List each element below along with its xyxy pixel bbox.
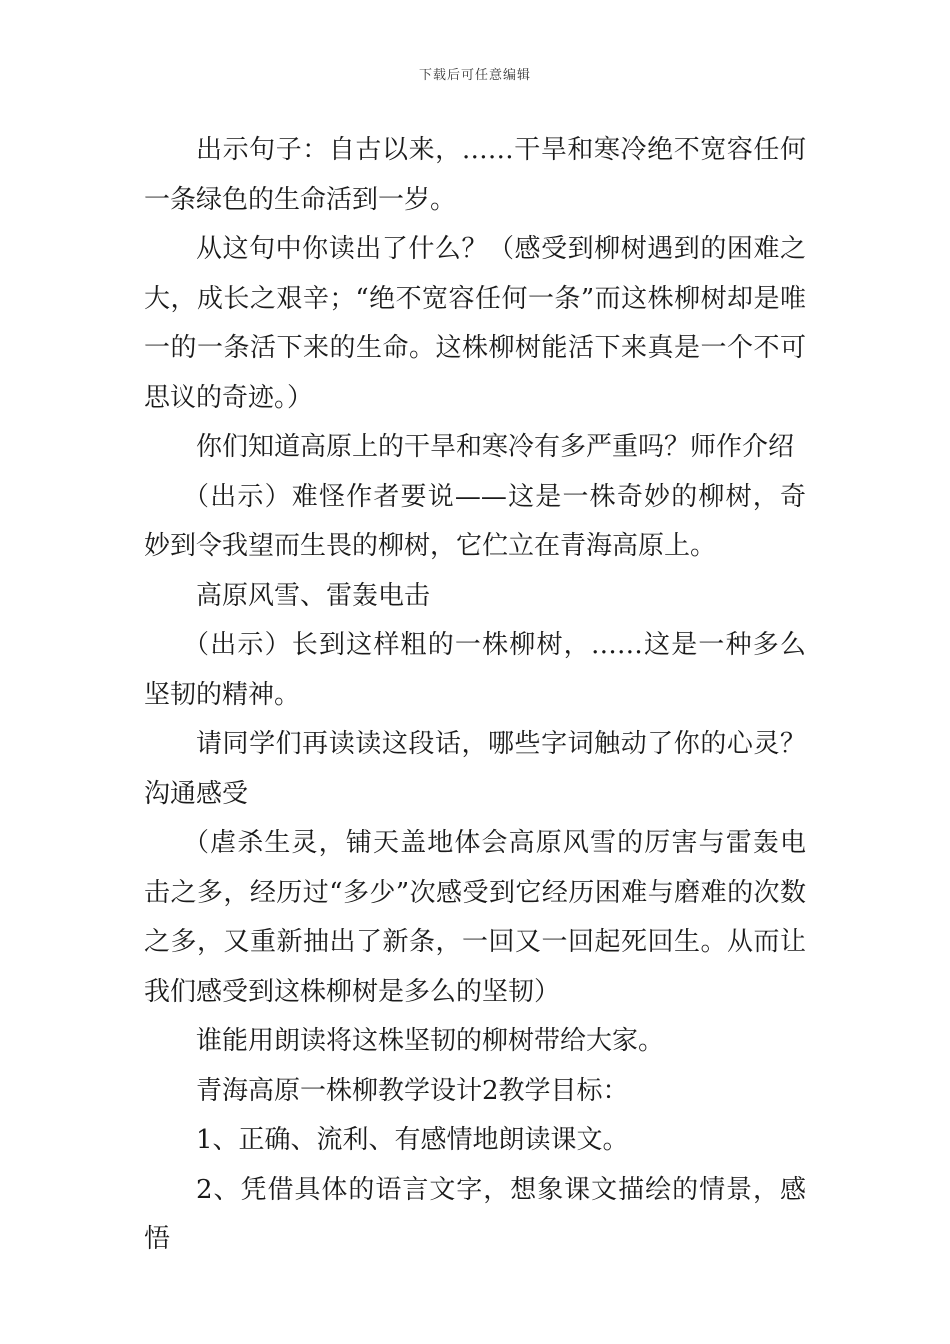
paragraph-goal-2: 2、凭借具体的语言文字，想象课文描绘的情景，感悟: [144, 1174, 806, 1254]
paragraph-show-thick-willow: （出示）长到这样粗的一株柳树，……这是一种多么坚韧的精神。: [144, 630, 806, 710]
paragraph-wind-snow: 高原风雪、雷轰电击: [196, 580, 431, 611]
document-body: [144, 126, 806, 1265]
paragraph-show-wonderful-willow: （出示）难怪作者要说——这是一株奇妙的柳树，奇妙到令我望而生畏的柳树，它伫立在青海高原上。: [144, 481, 806, 561]
paragraph-goal-1: 1、正确、流利、有感情地朗读课文。: [196, 1125, 629, 1155]
page-header: 下载后可任意编辑: [418, 68, 531, 83]
paragraph-feelings: （虐杀生灵，铺天盖地体会高原风雪的厉害与雷轰电击之多，经历过“多少”次感受到它经历困难与磨难的次数之多，又重新抽出了新条，一回又一回起死回生。从而让我们感受到这株柳树是多么的坚韧）: [144, 828, 806, 1007]
paragraph-read-aloud: 谁能用朗读将这株坚韧的柳树带给大家。: [196, 1026, 665, 1056]
paragraph-plateau-question: 你们知道高原上的干旱和寒冷有多严重吗？师作介绍: [196, 432, 795, 462]
paragraph-reread: 请同学们再读读这段话，哪些字词触动了你的心灵？沟通感受: [144, 729, 806, 809]
paragraph-question-analysis: 从这句中你读出了什么？（感受到柳树遇到的困难之大，成长之艰辛；“绝不宽容任何一条”而这株柳树却是唯一的一条活下来的生命。这株柳树能活下来真是一个不可思议的奇迹。）: [144, 234, 806, 413]
paragraph-design-title: 青海高原一株柳教学设计2教学目标：: [196, 1075, 629, 1106]
paragraph-quote-sentence: 出示句子：自古以来，……干旱和寒冷绝不宽容任何一条绿色的生命活到一岁。: [144, 135, 806, 215]
